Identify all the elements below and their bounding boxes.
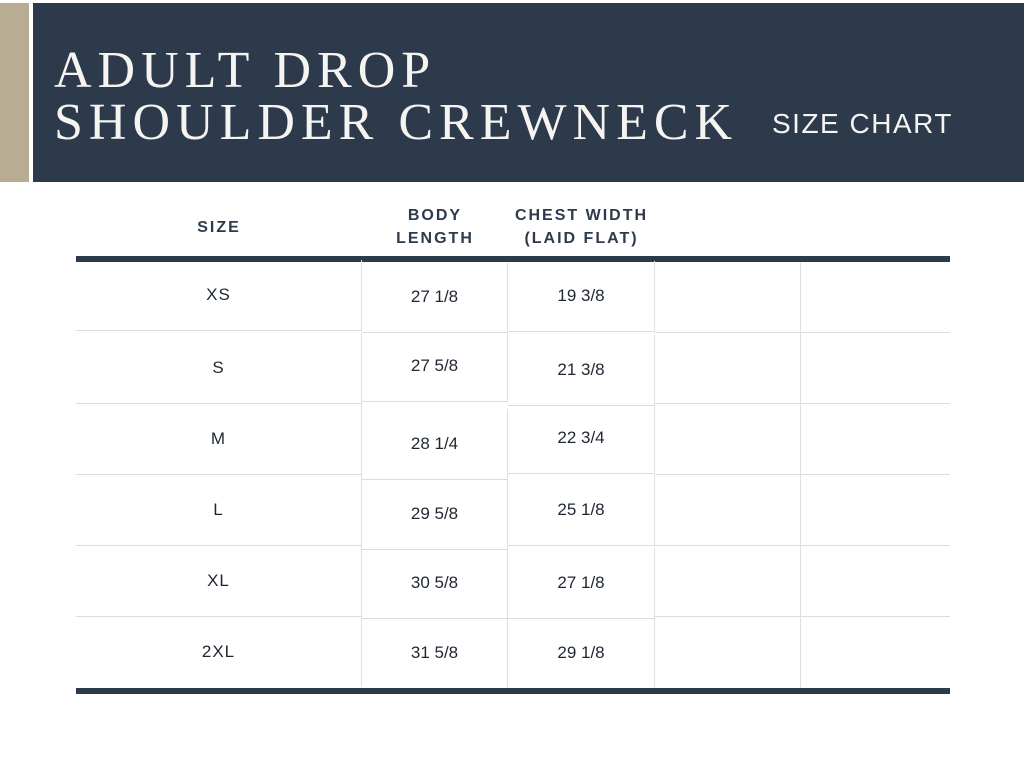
cell-chest-width-2xl: 29 1/8 [508,617,655,688]
cell-size-xl: XL [76,546,362,617]
column-header-empty-1 [655,198,801,256]
product-title-line2: SHOULDER CREWNECK [54,94,739,151]
column-header-size-label: SIZE [197,218,241,236]
column-header-chest-width [508,198,655,256]
cell-extra1-xs [655,262,801,333]
cell-chest-width-xl: 27 1/8 [508,548,655,619]
column-header-body-length-line2: LENGTH [396,230,474,247]
product-title-line1: ADULT DROP [54,42,437,99]
table-bottom-rule [76,688,950,694]
cell-extra1-xl [655,546,801,617]
size-chart-label: SIZE CHART [772,108,953,139]
cell-chest-width-m: 22 3/4 [508,403,655,474]
cell-body-length-xs: 27 1/8 [362,262,508,333]
cell-size-l: L [76,475,362,546]
cell-body-length-l: 29 5/8 [362,479,508,550]
cell-body-length-s: 27 5/8 [362,331,508,402]
table-body [76,262,950,688]
cell-extra2-xs [801,262,950,333]
cell-size-m: M [76,404,362,475]
cell-body-length-2xl: 31 5/8 [362,617,508,688]
cell-extra2-s [801,333,950,404]
cell-extra1-s [655,333,801,404]
cell-body-length-xl: 30 5/8 [362,548,508,619]
cell-extra1-2xl [655,617,801,688]
cell-extra2-l [801,475,950,546]
cell-extra1-l [655,475,801,546]
cell-chest-width-l: 25 1/8 [508,475,655,546]
cell-chest-width-xs: 19 3/8 [508,261,655,332]
left-accent-bar [0,3,29,182]
column-header-empty-2 [801,198,950,256]
cell-size-s: S [76,333,362,404]
column-header-size [76,198,362,256]
cell-body-length-m: 28 1/4 [362,409,508,480]
column-header-body-length-line1: BODY [407,207,463,224]
table-header-row [76,198,950,256]
product-title [54,42,739,151]
cell-extra1-m [655,404,801,475]
cell-size-xs: XS [76,260,362,331]
column-header-body-length [362,198,508,256]
cell-extra2-2xl [801,617,950,688]
column-header-chest-width-line1: CHEST WIDTH [514,207,649,224]
cell-extra2-xl [801,546,950,617]
cell-size-2xl: 2XL [76,616,362,687]
size-chart-table [76,198,950,694]
cell-extra2-m [801,404,950,475]
column-header-chest-width-line2: (LAID FLAT) [524,230,639,247]
cell-chest-width-s: 21 3/8 [508,335,655,406]
